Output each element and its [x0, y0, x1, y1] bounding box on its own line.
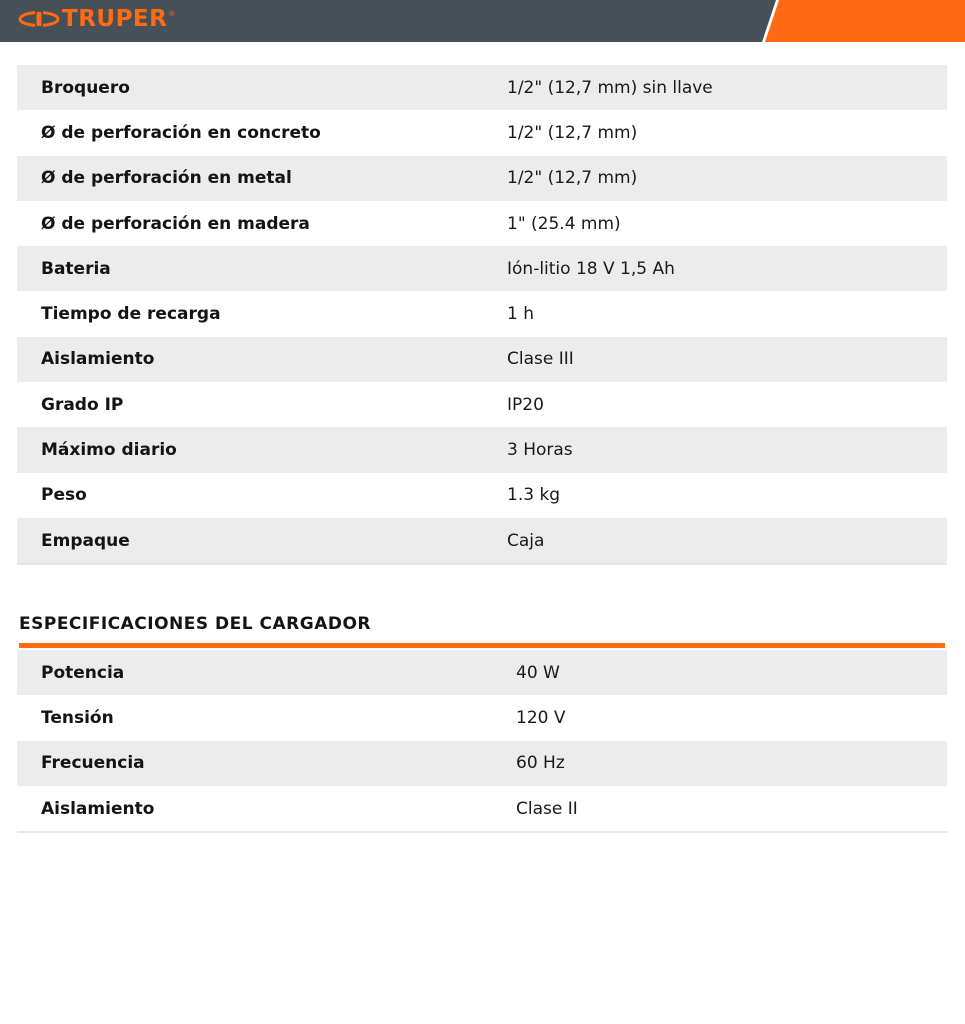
spec-label: Broquero: [41, 77, 130, 98]
spec-label: Empaque: [41, 530, 130, 551]
spec-label: Tensión: [41, 707, 114, 728]
spec-value: 3 Horas: [507, 440, 573, 461]
spec-label: Aislamiento: [41, 798, 155, 819]
spec-label: Máximo diario: [41, 440, 177, 461]
spec-value: 1" (25.4 mm): [507, 213, 621, 234]
registered-mark: ®: [168, 10, 176, 18]
spec-value: 1.3 kg: [507, 485, 561, 506]
spec-value: 60 Hz: [516, 753, 565, 774]
spec-value: 40 W: [516, 662, 560, 683]
header-bar: [0, 0, 965, 42]
spec-row: [17, 65, 947, 110]
spec-value: 1/2" (12,7 mm) sin llave: [507, 77, 713, 98]
spec-label: Peso: [41, 485, 87, 506]
spec-row: [17, 110, 947, 155]
spec-label: Ø de perforación en madera: [41, 213, 310, 234]
spec-row: [17, 337, 947, 382]
spec-value: Caja: [507, 530, 545, 551]
charger-section-title: ESPECIFICACIONES DEL CARGADOR: [19, 614, 372, 634]
brand-logo[interactable]: [18, 6, 175, 32]
spec-value: Ión-litio 18 V 1,5 Ah: [507, 258, 675, 279]
spec-label: Frecuencia: [41, 753, 145, 774]
spec-row: [17, 246, 947, 291]
product-spec-table: [17, 65, 947, 565]
spec-row: [17, 201, 947, 246]
spec-value: Clase III: [507, 349, 574, 370]
spec-row: [17, 291, 947, 336]
spec-label: Ø de perforación en metal: [41, 168, 292, 189]
spec-value: 1 h: [507, 304, 534, 325]
spec-row: [17, 518, 947, 563]
section-divider: [19, 643, 945, 648]
spec-row: [17, 473, 947, 518]
spec-row: [17, 650, 947, 695]
header-accent-block: [765, 0, 965, 42]
spec-value: 120 V: [516, 707, 566, 728]
charger-spec-table: [17, 650, 947, 833]
truper-logo-icon: [18, 9, 60, 29]
brand-name: TRUPER: [62, 6, 168, 32]
spec-label: Ø de perforación en concreto: [41, 122, 321, 143]
spec-row: [17, 156, 947, 201]
spec-row: [17, 741, 947, 786]
spec-label: Bateria: [41, 258, 111, 279]
spec-value: 1/2" (12,7 mm): [507, 122, 638, 143]
spec-value: Clase II: [516, 798, 578, 819]
spec-label: Potencia: [41, 662, 125, 683]
spec-label: Grado IP: [41, 394, 124, 415]
spec-value: IP20: [507, 394, 544, 415]
spec-row: [17, 427, 947, 472]
spec-label: Tiempo de recarga: [41, 304, 221, 325]
spec-row: [17, 786, 947, 831]
spec-row: [17, 695, 947, 740]
spec-value: 1/2" (12,7 mm): [507, 168, 638, 189]
spec-label: Aislamiento: [41, 349, 155, 370]
spec-row: [17, 382, 947, 427]
